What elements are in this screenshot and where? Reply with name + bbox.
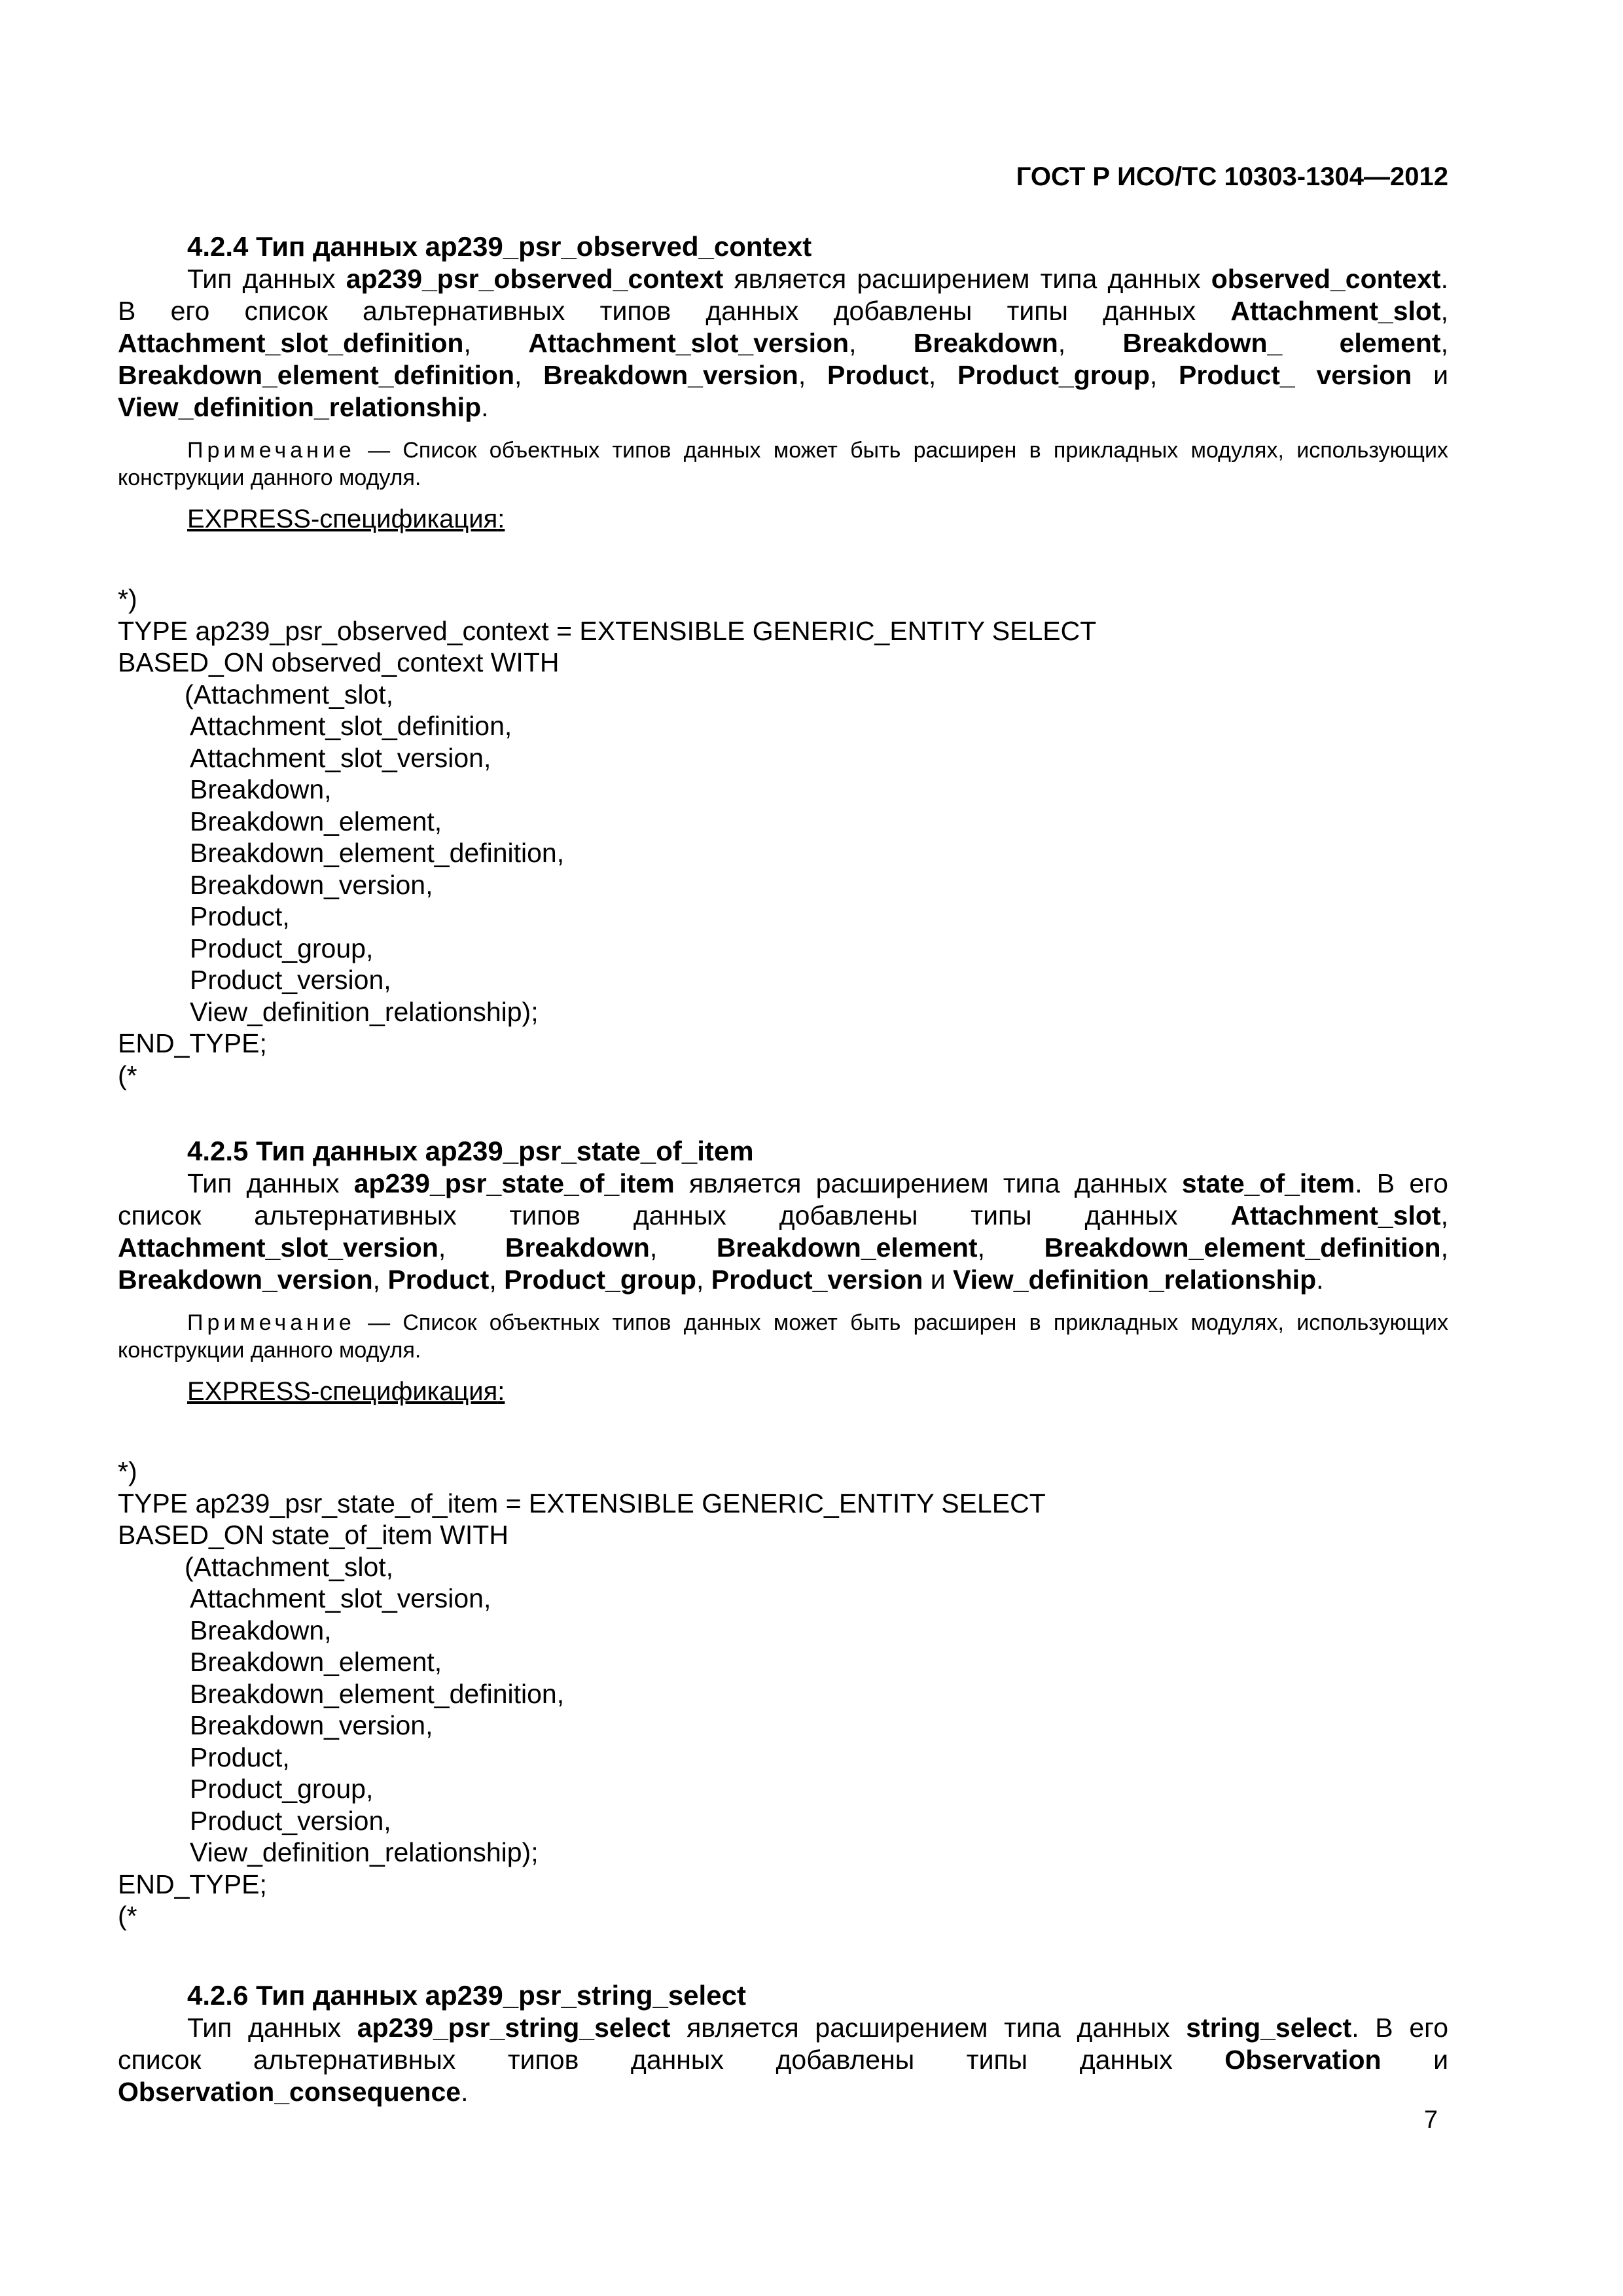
express-spec-label: EXPRESS-спецификация: — [187, 505, 505, 533]
code-line: View_definition_relationship); — [190, 1837, 539, 1867]
section-4-2-6 — [118, 1979, 1448, 2108]
code-line: TYPE ap239_psr_observed_context = EXTENSIBLE GENERIC_ENTITY SELECT — [118, 615, 1097, 646]
code-line: Breakdown_version, — [190, 869, 433, 900]
document-header: ГОСТ Р ИСО/ТС 10303-1304—2012 — [1016, 162, 1448, 191]
section-4-2-4 — [118, 230, 1448, 1091]
note — [118, 1309, 1448, 1364]
code-line: (* — [118, 1060, 137, 1090]
section-4-2-5 — [118, 1135, 1448, 1932]
code-line: END_TYPE; — [118, 1028, 267, 1058]
code-line: Breakdown_element_definition, — [190, 1678, 565, 1709]
code-line: Product_version, — [190, 1805, 391, 1836]
note-prefix: Примечание — [187, 438, 355, 463]
code-line: *) — [118, 584, 137, 614]
code-line: (Attachment_slot, — [185, 1551, 394, 1582]
code-line: END_TYPE; — [118, 1869, 267, 1899]
code-line: Breakdown_version, — [190, 1710, 433, 1740]
express-code — [118, 1456, 1448, 1932]
code-line: Breakdown_element, — [190, 806, 442, 836]
note-prefix: Примечание — [187, 1310, 355, 1335]
section-title: 4.2.6 Тип данных ap239_psr_string_select — [187, 1980, 746, 2011]
code-line: (* — [118, 1901, 137, 1931]
code-line: Breakdown, — [190, 1615, 332, 1645]
code-line: Product_group, — [190, 1774, 374, 1804]
code-line: Breakdown_element_definition, — [190, 838, 565, 868]
code-line: Attachment_slot_definition, — [190, 711, 512, 741]
code-line: BASED_ON state_of_item WITH — [118, 1520, 508, 1550]
code-line: Breakdown_element, — [190, 1647, 442, 1677]
code-line: Product, — [190, 901, 290, 931]
page-number: 7 — [1423, 2106, 1438, 2134]
code-line: Product_version, — [190, 965, 391, 995]
section-title: 4.2.4 Тип данных ap239_psr_observed_context — [187, 231, 812, 262]
code-line: TYPE ap239_psr_state_of_item = EXTENSIBLE GENERIC_ENTITY SELECT — [118, 1488, 1046, 1518]
code-line: Product, — [190, 1742, 290, 1772]
section-title: 4.2.5 Тип данных ap239_psr_state_of_item — [187, 1136, 754, 1166]
section-paragraph: Тип данных ap239_psr_observed_context является расширением типа данных observed_context. В его список альтернативных типов данных добавлены типы данных Attachment_slot, Attachment_slot_definition, Attachment_slot_version, Breakdown, Breakdown_ element, Breakdown_element_definition, Breakdown_version, Product, Product_group, Product_ version и View_definition_relationship. — [118, 264, 1448, 422]
section-paragraph: Тип данных ap239_psr_string_select является расширением типа данных string_select. В его список альтернативных типов данных добавлены типы данных Observation и Observation_consequence. — [118, 2013, 1449, 2107]
code-line: Product_group, — [190, 933, 374, 963]
code-line: Attachment_slot_version, — [190, 1583, 491, 1613]
express-code — [118, 583, 1448, 1091]
code-line: View_definition_relationship); — [190, 996, 539, 1027]
note — [118, 437, 1448, 492]
code-line: *) — [118, 1456, 137, 1486]
note-text: — Список объектных типов данных может быть расширен в прикладных модулях, использующих конструкции данного модуля. — [118, 438, 1448, 490]
code-line: (Attachment_slot, — [185, 679, 394, 709]
code-line: Attachment_slot_version, — [190, 742, 491, 773]
code-line: BASED_ON observed_context WITH — [118, 647, 560, 677]
express-spec-label: EXPRESS-спецификация: — [187, 1377, 505, 1406]
section-paragraph: Тип данных ap239_psr_state_of_item является расширением типа данных state_of_item. В его список альтернативных типов данных добавлены типы данных Attachment_slot, Attachment_slot_version, Breakdown, Breakdown_element, Breakdown_element_definition, Breakdown_version, Product, Product_group, Product_version и View_definition_relationship. — [118, 1168, 1448, 1295]
note-text: — Список объектных типов данных может быть расширен в прикладных модулях, использующих конструкции данного модуля. — [118, 1310, 1448, 1363]
code-line: Breakdown, — [190, 774, 332, 804]
